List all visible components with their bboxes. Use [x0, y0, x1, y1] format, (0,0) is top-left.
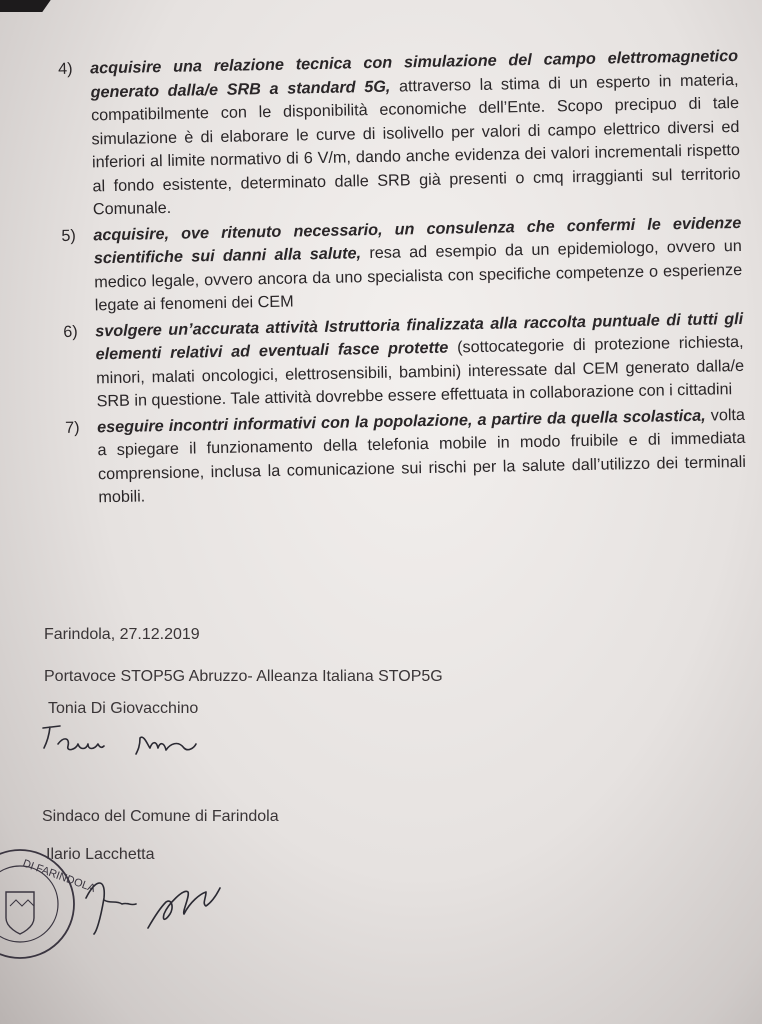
item-number: 5)	[61, 226, 76, 245]
place-date: Farindola, 27.12.2019	[44, 626, 200, 643]
mayor-role: Sindaco del Comune di Farindola	[42, 808, 279, 825]
document-page	[58, 45, 747, 512]
item-lead: acquisire una relazione tecnica con simulazione del campo elettromagnetico generato dalla/e SRB a standard 5G,	[90, 46, 739, 101]
corner-shadow	[0, 0, 58, 12]
spokesperson-role: Portavoce STOP5G Abruzzo- Alleanza Italiana STOP5G	[44, 668, 443, 685]
coat-of-arms-icon	[6, 892, 34, 934]
item-number: 7)	[64, 418, 80, 437]
list-item	[65, 403, 747, 510]
item-lead: acquisire, ove ritenuto necessario, un consulenza che confermi le evidenze scientifiche sui danni alla salute,	[93, 213, 742, 268]
item-text: (sottocategorie di protezione richiesta, minori, malati oncologici, elettrosensibili, bambini) interessate dal CEM generato dalla/e SRB in questione. Tale attività dovrebbe essere effettuata in collaborazione con i cittadini	[95, 332, 745, 411]
mayor-name: Ilario Lacchetta	[46, 846, 155, 863]
item-text: volta a spiegare il funzionamento della telefonia mobile in modo fruibile e di immediata comprensione, inclusa la comunicazione sui rischi per la salute dall’utilizzo dei terminali mobili.	[97, 405, 747, 507]
item-number: 6)	[63, 322, 78, 341]
item-text: attraverso la stima di un esperto in materia, compatibilmente con le disponibilità economiche dell’Ente. Scopo precipuo di tale simulazione è di elaborare le curve di isolivello per valori di campo elettrico diversi ed inferiori al limite normativo di 6 V/m, dando anche evidenza dei valori incrementali rispetto al fondo esistente, determinato dalle SRB già presenti o cmq irraggianti sul territorio Comunale.	[90, 70, 741, 219]
spokesperson-name: Tonia Di Giovacchino	[48, 700, 199, 717]
item-text: resa ad esempio da un epidemiologo, ovvero un medico legale, ovvero ancora da uno specialista con specifiche competenze o esperienze legate ai fenomeni dei CEM	[94, 236, 743, 315]
list-item	[61, 211, 743, 318]
signature-lacchetta	[80, 868, 240, 938]
item-number: 4)	[58, 59, 73, 78]
item-lead: eseguire incontri informativi con la popolazione, a partire da quella scolastica,	[96, 406, 706, 436]
list-item	[58, 45, 741, 223]
municipal-stamp	[0, 840, 97, 960]
svg-text:DI FARINDOLA: DI FARINDOLA	[20, 857, 97, 895]
numbered-list	[58, 45, 747, 510]
item-lead: svolgere un’accurata attività Istruttoria finalizzata alla raccolta puntuale di tutti gli elementi relativi ad eventuali fasce protette	[95, 309, 744, 364]
list-item	[63, 307, 745, 414]
signature-tonia	[40, 718, 250, 758]
